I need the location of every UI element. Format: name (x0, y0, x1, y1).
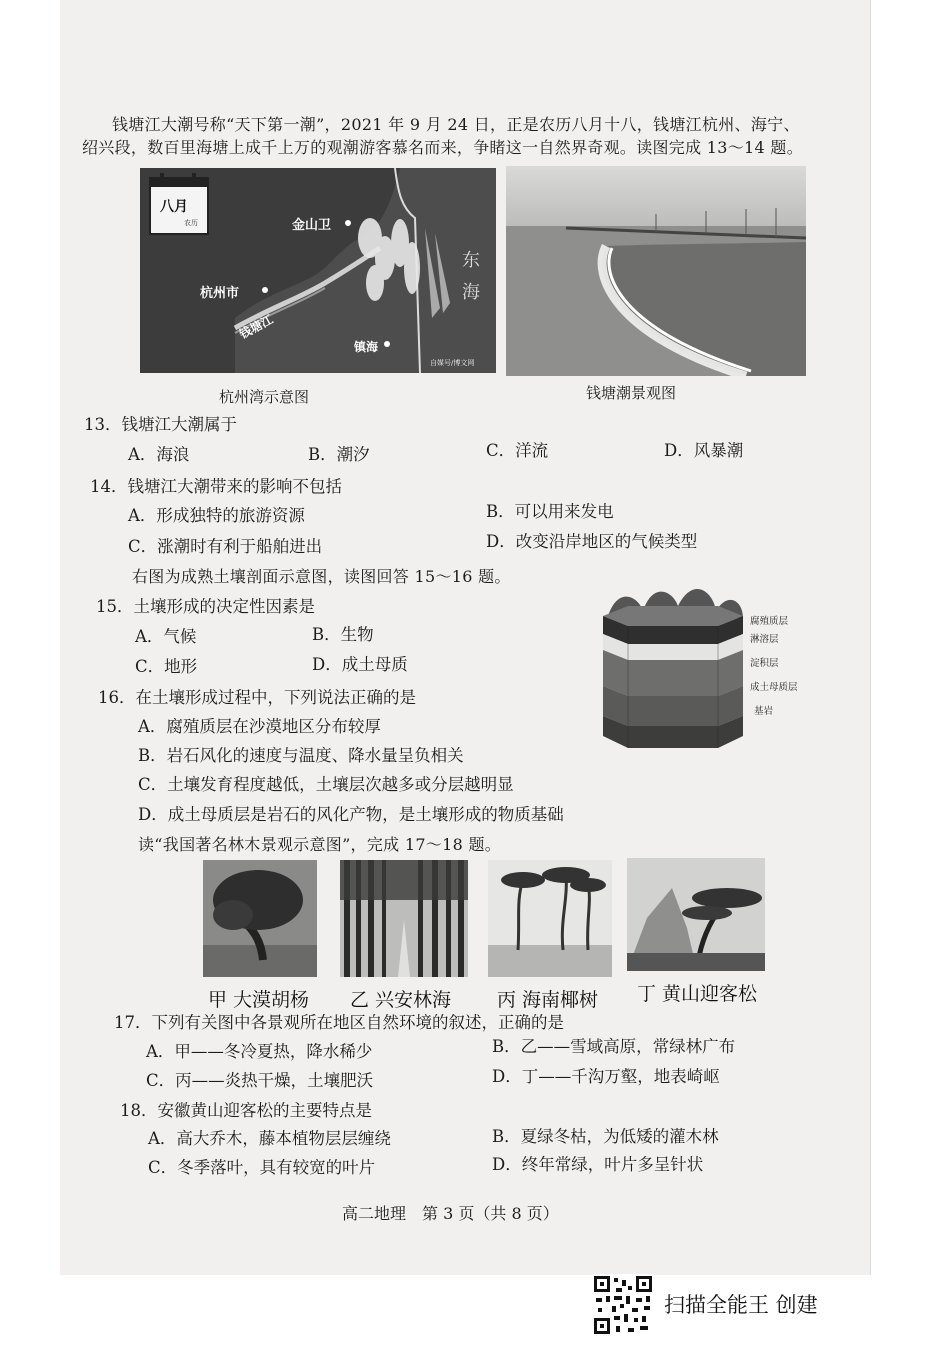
q13-option-a: A．海浪 (128, 445, 190, 464)
q18-option-d: D．终年常绿，叶片多呈针状 (492, 1155, 704, 1174)
tree-label-ding: 丁 黄山迎客松 (637, 983, 758, 1005)
q17-option-c: C．丙——炎热干燥，土壤肥沃 (146, 1071, 374, 1090)
q13-stem: 13．钱塘江大潮属于 (84, 415, 237, 434)
tree-label-yi: 乙 兴安林海 (350, 989, 452, 1011)
photo-hainan-coconut (488, 860, 612, 977)
intro-trees: 读“我国著名林木景观示意图”，完成 17～18 题。 (138, 835, 502, 854)
qiantang-tide-photo (506, 166, 806, 376)
q13-option-c: C．洋流 (486, 441, 549, 460)
hangzhou-bay-map (140, 168, 496, 373)
q14-option-d: D．改变沿岸地区的气候类型 (486, 532, 698, 551)
q16-option-c: C．土壤发育程度越低，土壤层次越多或分层越明显 (138, 775, 514, 794)
q14-option-a: A．形成独特的旅游资源 (128, 506, 305, 525)
q14-option-c: C．涨潮时有利于船舶进出 (128, 537, 323, 556)
label-east-sea-1: 东 (462, 250, 480, 271)
q17-option-b: B．乙——雪域高原，常绿林广布 (492, 1037, 736, 1056)
q16-option-b: B．岩石风化的速度与温度、降水量呈负相关 (138, 746, 464, 765)
soil-label-humus: 腐殖质层 (750, 616, 789, 627)
q15-stem: 15．土壤形成的决定性因素是 (96, 597, 315, 616)
photo-desert-poplar (203, 860, 317, 977)
page-footer: 高二地理 第 3 页（共 8 页） (342, 1204, 559, 1223)
soil-label-eluvial: 淋溶层 (750, 634, 779, 645)
soil-profile-graphic (598, 576, 748, 751)
calendar-month: 八月 (160, 199, 188, 215)
label-east-sea-2: 海 (462, 282, 480, 303)
q18-option-b: B．夏绿冬枯，为低矮的灌木林 (492, 1127, 719, 1146)
q17-stem: 17．下列有关图中各景观所在地区自然环境的叙述，正确的是 (114, 1013, 564, 1032)
soil-label-illuvial: 淀积层 (750, 658, 779, 669)
q16-option-d: D．成土母质层是岩石的风化产物，是土壤形成的物质基础 (138, 805, 564, 824)
q15-option-a: A．气候 (135, 627, 197, 646)
q18-option-c: C．冬季落叶，具有较宽的叶片 (148, 1158, 376, 1177)
xingan-forest-graphic (340, 860, 468, 977)
q17-option-d: D．丁——千沟万壑，地表崎岖 (492, 1067, 720, 1086)
label-qiantangjiang: 钱塘江 (237, 312, 276, 342)
intro-paragraph-line-2: 绍兴段，数百里海塘上成千上万的观潮游客慕名而来，争睹这一自然界奇观。读图完成 13～14 题。 (82, 138, 803, 157)
intro-soil: 右图为成熟土壤剖面示意图，读图回答 15～16 题。 (132, 567, 511, 586)
hainan-coconut-graphic (488, 860, 612, 977)
soil-profile-diagram (598, 576, 813, 751)
q14-stem: 14．钱塘江大潮带来的影响不包括 (90, 477, 342, 496)
photo-huangshan-pine (627, 858, 765, 971)
q15-option-d: D．成土母质 (312, 655, 408, 674)
desert-poplar-graphic (203, 860, 317, 977)
photo-caption: 钱塘潮景观图 (586, 384, 677, 402)
tree-label-jia: 甲 大漠胡杨 (208, 989, 310, 1011)
q15-option-c: C．地形 (135, 657, 198, 676)
intro-paragraph-line-1: 钱塘江大潮号称“天下第一潮”，2021 年 9 月 24 日，正是农历八月十八，钱塘江杭州、海宁、 (112, 115, 800, 134)
map-caption: 杭州湾示意图 (219, 388, 310, 406)
label-zhenhai: 镇海 (354, 340, 379, 354)
q17-option-a: A．甲——冬冷夏热，降水稀少 (146, 1042, 373, 1061)
tide-photo-graphic (506, 166, 806, 376)
q16-stem: 16．在土壤形成过程中，下列说法正确的是 (98, 688, 416, 707)
q13-option-d: D．风暴潮 (664, 441, 744, 460)
map-graphic (140, 168, 496, 373)
map-watermark: 自媒号/博文网 (430, 359, 475, 367)
q14-option-b: B．可以用来发电 (486, 502, 614, 521)
scanner-brand: 扫描全能王 创建 (664, 1293, 818, 1317)
label-hangzhou: 杭州市 (200, 286, 240, 301)
qr-code-graphic (592, 1274, 654, 1336)
soil-label-bedrock: 基岩 (754, 706, 774, 717)
tree-label-bing: 丙 海南椰树 (497, 989, 599, 1011)
calendar-sub: 农历 (184, 219, 198, 227)
q18-stem: 18．安徽黄山迎客松的主要特点是 (120, 1101, 372, 1120)
huangshan-pine-graphic (627, 858, 765, 971)
q15-option-b: B．生物 (312, 625, 374, 644)
q13-option-b: B．潮汐 (308, 445, 370, 464)
photo-xingan-forest (340, 860, 468, 977)
soil-label-parent-material: 成土母质层 (750, 682, 798, 693)
label-jinshanwei: 金山卫 (292, 218, 332, 233)
q18-option-a: A．高大乔木，藤本植物层层缠绕 (148, 1129, 391, 1148)
qr-code-icon (592, 1274, 654, 1336)
q16-option-a: A．腐殖质层在沙漠地区分布较厚 (138, 717, 381, 736)
